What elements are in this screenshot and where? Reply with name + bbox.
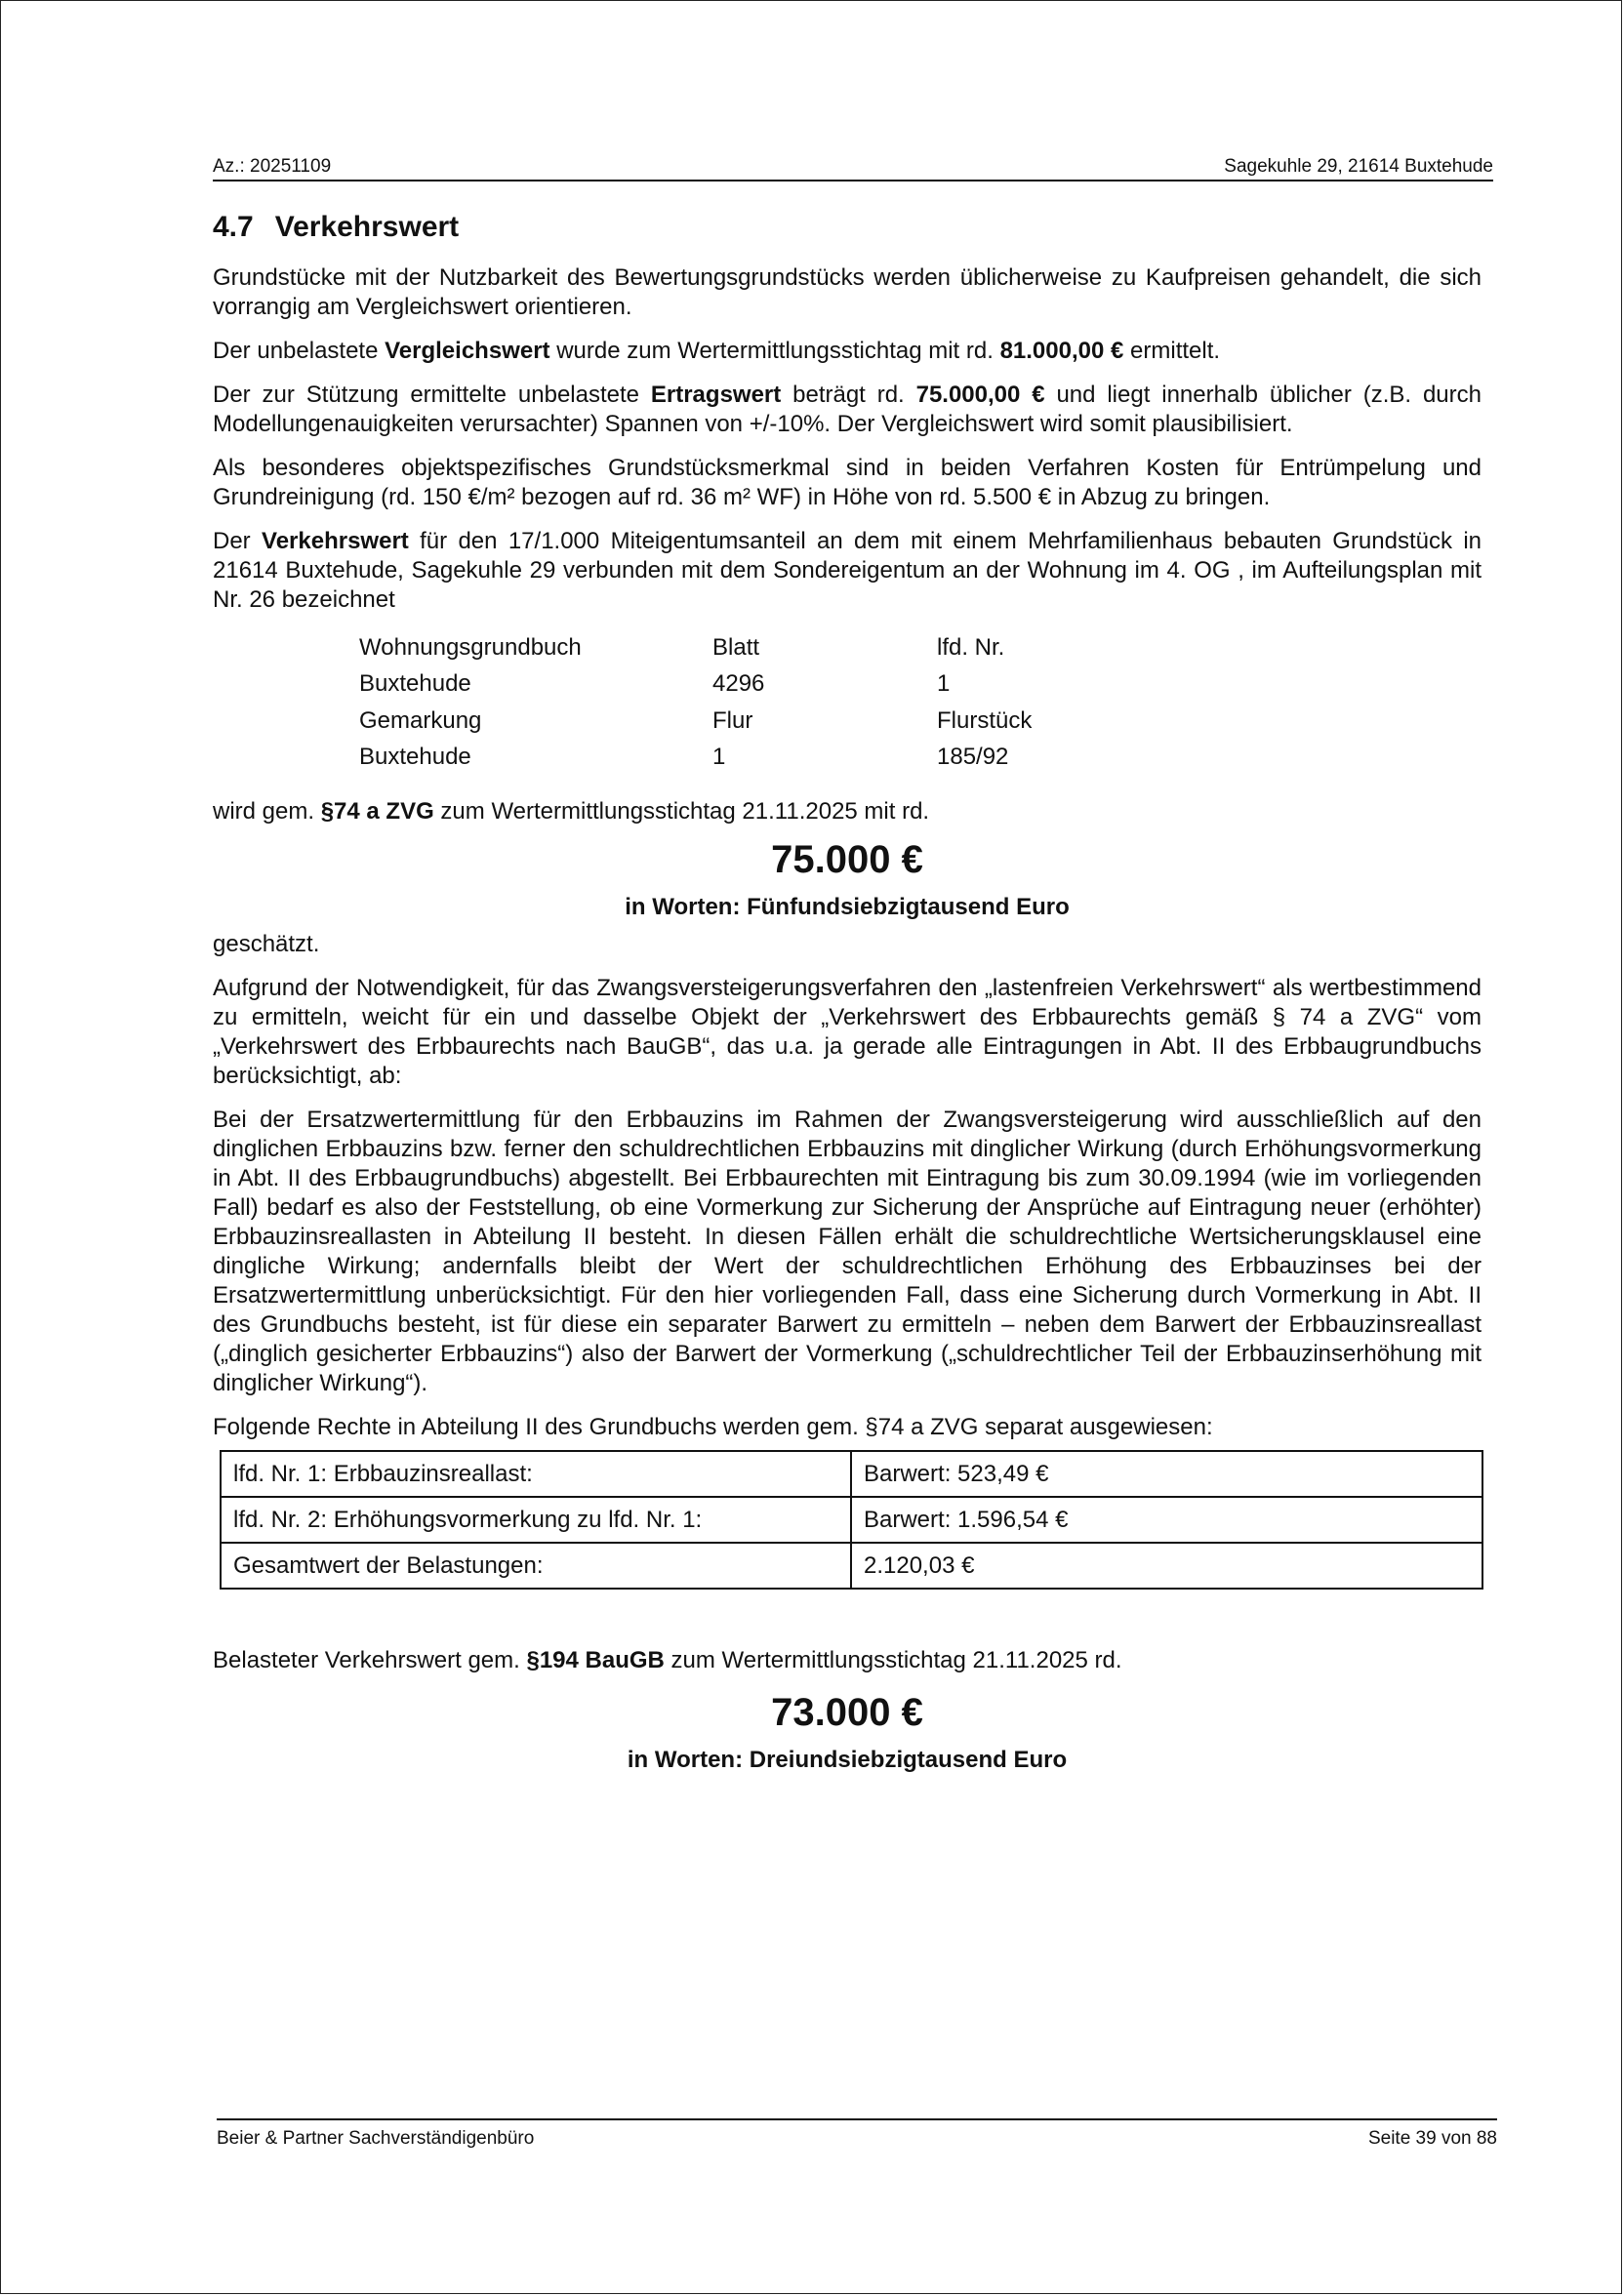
company-name: Beier & Partner Sachverständigenbüro — [217, 2128, 535, 2149]
section-title — [213, 211, 1482, 244]
table-row: lfd. Nr. 1: Erbbauzinsreallast: Barwert: 523,49 € — [221, 1451, 1482, 1497]
file-reference: Az.: 20251109 — [213, 156, 332, 177]
land-register-table — [359, 629, 1132, 776]
encumbered-value-in-words: in Worten: Dreiundsiebzigtausend Euro — [627, 1747, 1068, 1773]
market-value-in-words: in Worten: Fünfundsiebzigtausend Euro — [625, 894, 1070, 920]
paragraph-intro: Grundstücke mit der Nutzbarkeit des Bewertungsgrundstücks werden üblicherweise zu Kaufpreisen gehandelt, die sich vorrangig am Vergleichswert orientieren. — [213, 264, 1482, 320]
table-row: Gemarkung Flur Flurstück — [359, 706, 1033, 734]
property-address: Sagekuhle 29, 21614 Buxtehude — [1224, 156, 1493, 177]
table-row: Gesamtwert der Belastungen: 2.120,03 € — [221, 1543, 1482, 1589]
section-name: Verkehrswert — [274, 211, 460, 243]
section-number: 4.7 — [213, 211, 254, 243]
page-footer — [217, 2118, 1497, 2150]
page-content — [213, 211, 1482, 1783]
paragraph-special-features: Als besonderes objektspezifisches Grundstücksmerkmal sind in beiden Verfahren Kosten für Entrümpelung und Grundreinigung (rd. 150 €/m² bezogen auf rd. 36 m² WF) in Höhe von rd. 5.500 € in Abzug zu bringen. — [213, 455, 1482, 510]
page-header — [213, 156, 1493, 181]
table-row: Wohnungsgrundbuch Blatt lfd. Nr. — [359, 633, 1005, 661]
paragraph-encumbered-value: Belasteter Verkehrswert gem. §194 BauGB zum Wertermittlungsstichtag 21.11.2025 rd. — [213, 1647, 1122, 1673]
paragraph-vergleichswert: Der unbelastete Vergleichswert wurde zum Wertermittlungsstichtag mit rd. 81.000,00 € ermittelt. — [213, 338, 1221, 364]
paragraph-erbbauzins: Bei der Ersatzwertermittlung für den Erbbauzins im Rahmen der Zwangsversteigerung wird ausschließlich auf den dinglichen Erbbauzins bzw. ferner den schuldrechtlichen Erbbauzins mit dinglicher Wirkung (durch Erhöhungsvormerkung in Abt. II des Erbbaugrundbuchs) abgestellt. Bei Erbbaurechten mit Eintragung bis zum 30.09.1994 (wie im vorliegenden Fall) bedarf es also der Feststellung, ob eine Vormerkung zur Sicherung der Ansprüche auf Eintragung neuer (erhöhter) Erbbauzinsreallasten in Abteilung II besteht. In diesen Fällen erhält die schuldrechtliche Wertsicherungsklausel eine dingliche Wirkung; andernfalls bleibt der Wert der schuldrechtlichen Erhöhung des Erbbauzinses bei der Ersatzwertermittlung unberücksichtigt. Für den hier vorliegenden Fall, dass eine Sicherung durch Vormerkung in Abt. II des Grundbuchs besteht, ist für diese ein separater Barwert zu ermitteln – neben dem Barwert der Erbbauzinsreallast („dinglich gesicherter Erbbauzins“) also der Barwert der Vormerkung („schuldrechtlicher Teil der Erbbauzinserhöhung mit dinglicher Wirkung“). — [213, 1107, 1482, 1396]
paragraph-zvg-value: wird gem. §74 a ZVG zum Wertermittlungsstichtag 21.11.2025 mit rd. — [213, 798, 930, 825]
encumbered-value-amount: 73.000 € — [771, 1691, 923, 1734]
page-number: Seite 39 von 88 — [1367, 2128, 1497, 2149]
paragraph-estimated: geschätzt. — [213, 931, 320, 957]
paragraph-ertragswert: Der zur Stützung ermittelte unbelastete Ertragswert beträgt rd. 75.000,00 € und liegt innerhalb üblicher (z.B. durch Modellungenauigkeiten verursachter) Spannen von +/-10%. Der Vergleichswert wird somit plausibilisiert. — [213, 382, 1482, 437]
table-row: Buxtehude 4296 1 — [359, 670, 951, 698]
paragraph-verkehrswert: Der Verkehrswert für den 17/1.000 Miteigentumsanteil an dem mit einem Mehrfamilienhaus bebauten Grundstück in 21614 Buxtehude, Sagekuhle 29 verbunden mit dem Sondereigentum an der Wohnung im 4. OG , im Aufteilungsplan mit Nr. 26 bezeichnet — [213, 528, 1482, 613]
rights-table — [220, 1450, 1483, 1590]
paragraph-rights-intro: Folgende Rechte in Abteilung II des Grundbuchs werden gem. §74 a ZVG separat ausgewiesen: — [213, 1414, 1213, 1440]
table-row: Buxtehude 1 185/92 — [359, 744, 1009, 771]
market-value-amount: 75.000 € — [771, 838, 923, 881]
paragraph-zvg-explanation: Aufgrund der Notwendigkeit, für das Zwangsversteigerungsverfahren den „lastenfreien Verkehrswert“ als wertbestimmend zu ermitteln, weicht für ein und dasselbe Objekt der „Verkehrswert des Erbbaurechts gemäß § 74 a ZVG“ vom „Verkehrswert des Erbbaurechts nach BauGB“, das u.a. ja gerade alle Eintragungen in Abt. II des Erbbaugrundbuchs berücksichtigt, ab: — [213, 975, 1482, 1089]
table-row: lfd. Nr. 2: Erhöhungsvormerkung zu lfd. Nr. 1: Barwert: 1.596,54 € — [221, 1497, 1482, 1543]
